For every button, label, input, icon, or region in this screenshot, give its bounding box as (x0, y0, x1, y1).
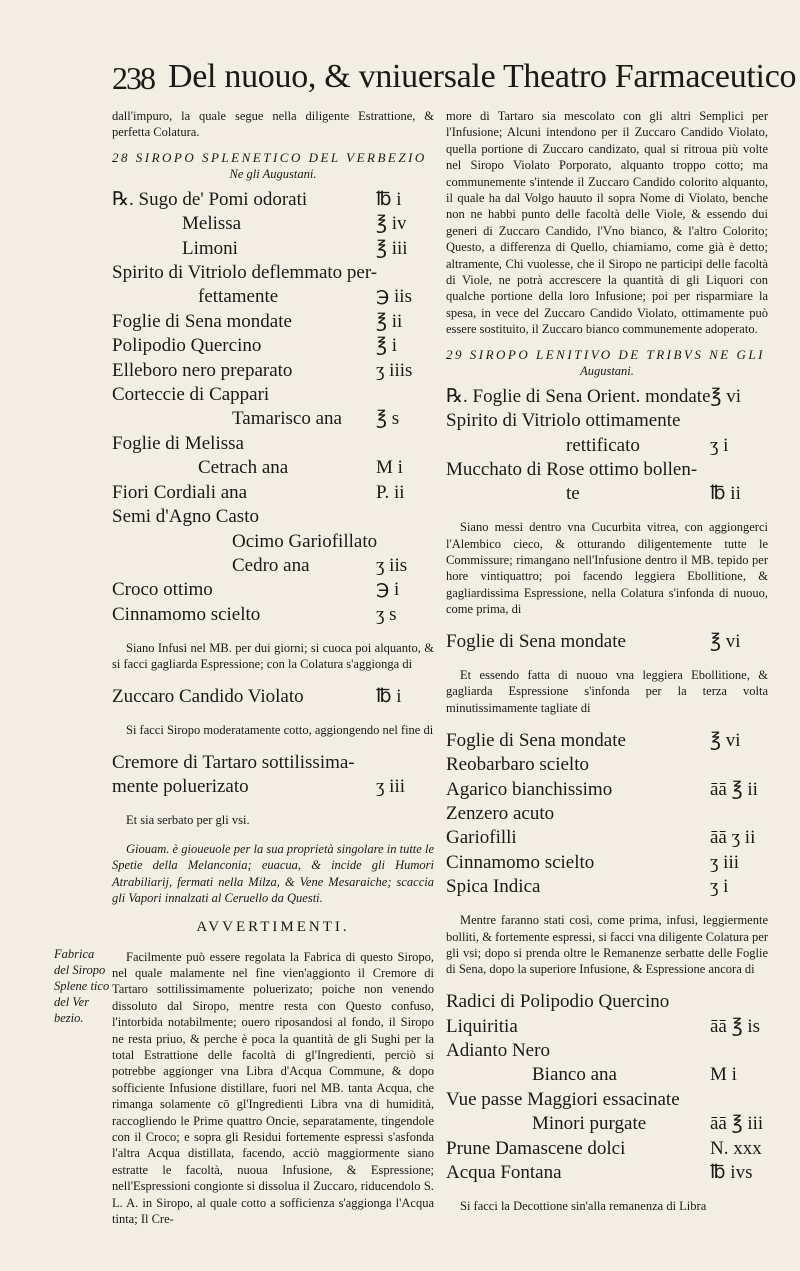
ingredient-line (112, 188, 434, 212)
ingredient-line (446, 778, 768, 802)
ingredient-quantity: ʒ iii (710, 851, 740, 873)
recipe-29-instructions-4: Si facci la Decottione sin'alla remanenza di Libra (460, 1199, 707, 1213)
ingredient-name: te (566, 483, 580, 505)
ingredient-line (446, 802, 768, 826)
ingredient-name: Acqua Fontana (446, 1162, 562, 1184)
ingredient-quantity: M i (376, 457, 403, 479)
ingredient-line (446, 1088, 768, 1112)
running-header (112, 58, 797, 102)
ingredient-line (112, 432, 434, 456)
ingredient-name: ℞. Foglie di Sena Orient. mondate (446, 385, 711, 407)
recipe-28-instructions-1: Siano Infusi nel MB. per dui giorni; si cuoca poi alquanto, & si facci gagliarda Espressione; con la Colatura s'aggionga di (112, 640, 434, 672)
ingredient-quantity: M i (710, 1064, 737, 1086)
ingredient-quantity: ℥ ii (376, 310, 403, 332)
ingredient-quantity: ʒ i (710, 434, 729, 456)
ingredient-name: Melissa (182, 213, 242, 235)
recipe-29-instructions-2: Et essendo fatta di nuouo vna leggiera Ebollitione, & gagliarda Espressione s'infonda per la terza volta minutissimamente tagliate di (446, 668, 768, 715)
recipe-29-decoction-ingredients (446, 990, 768, 1185)
ingredient-quantity: ℔ i (376, 685, 402, 707)
recipe-29-instructions-1: Siano messi dentro vna Cucurbita vitrea, con aggiongerci l'Alembico cieco, & otturando diligentemente tutte le Commissure; rimangano nell'Infusione dentro il MB. tepido per hore vintiquattro; poi facendo leggiera Ebollitione, & gagliardissima Espressione, nella Colatura s'infonda di nuouo, come prima, di (446, 520, 768, 617)
ingredient-line (112, 481, 434, 505)
margin-note: Fabrica del Siropo Splene tico del Ver bezio. (54, 947, 110, 1025)
ingredient-name: Radici di Polipodio Quercino (446, 991, 670, 1013)
ingredient-name: Spica Indica (446, 876, 541, 898)
recipe-28-cremor (112, 751, 434, 800)
ingredient-quantity: āā ℥ is (710, 1015, 761, 1037)
ingredient-name: Polipodio Quercino (112, 335, 262, 357)
ingredient-line (446, 1063, 768, 1087)
ingredient-line (446, 1039, 768, 1063)
ingredient-line (112, 407, 434, 431)
ingredient-quantity: ʒ i (710, 876, 729, 898)
ingredient-quantity: ℥ iii (376, 237, 408, 259)
recipe-29-heading: 29 SIROPO LENITIVO DE TRIBVS NE GLI (446, 346, 765, 362)
ingredient-line (446, 990, 768, 1014)
ingredient-quantity: ℥ s (376, 408, 400, 430)
ingredient-line (446, 630, 768, 654)
ingredient-quantity: P. ii (376, 481, 405, 503)
ingredient-line (446, 1015, 768, 1039)
ingredient-line (446, 826, 768, 850)
ingredient-quantity: ʒ iis (376, 554, 408, 576)
recipe-28-instructions-3: Et sia serbato per gli vsi. (126, 813, 250, 828)
ingredient-name: Zuccaro Candido Violato (112, 685, 304, 707)
ingredient-line (112, 751, 434, 775)
ingredient-quantity: ℈ iis (376, 286, 412, 308)
ingredient-quantity: ℔ ii (710, 483, 741, 505)
ingredient-quantity: āā ℥ iii (710, 1113, 764, 1135)
ingredient-line (446, 482, 768, 506)
ingredient-name: Adianto Nero (446, 1040, 550, 1062)
ingredient-quantity: ʒ iii (376, 776, 406, 798)
ingredient-quantity: āā ʒ ii (710, 827, 756, 849)
ingredient-line (446, 1161, 768, 1185)
recipe-29-ingredients (446, 385, 768, 507)
ingredient-quantity: ℥ vi (710, 631, 741, 653)
running-title: Del nuouo, & vniuersale Theatro Farmaceutico (168, 58, 797, 95)
recipe-28-ingredients (112, 188, 434, 627)
ingredient-quantity: ℥ vi (710, 385, 742, 407)
ingredient-line (112, 775, 434, 799)
ingredient-line (112, 603, 434, 627)
ingredient-line (112, 237, 434, 261)
ingredient-line (112, 530, 434, 554)
ingredient-name: Cinnamomo scielto (446, 851, 595, 873)
ingredient-name: Cremore di Tartaro sottilissima- (112, 751, 355, 773)
ingredient-name: Ocimo Gariofillato (232, 530, 378, 552)
recipe-28-virtues: Giouam. è gioueuole per la sua proprietà singolare in tutte le Spetie della Melanconia; euacua, & incide gli Humori Atrabiliarij, fermati nella Milza, & Vene Mesaraiche; scaccia gli Vapori innalzati al Ceruello da Questi. (112, 841, 434, 906)
ingredient-quantity: ℈ i (376, 579, 400, 601)
ingredient-line (446, 1112, 768, 1136)
left-column (112, 108, 434, 1240)
ingredient-line (112, 456, 434, 480)
ingredient-quantity: ℥ i (376, 335, 398, 357)
ingredient-line (446, 851, 768, 875)
ingredient-name: Croco ottimo (112, 579, 213, 601)
ingredient-name: Reobarbaro scielto (446, 754, 589, 776)
left-intro: dall'impuro, la quale segue nella diligente Estrattione, & perfetta Colatura. (112, 109, 434, 140)
ingredient-name: Minori purgate (532, 1113, 647, 1135)
ingredient-line (446, 729, 768, 753)
ingredient-name: Foglie di Sena mondate (112, 310, 292, 332)
ingredient-quantity: N. xxx (710, 1137, 762, 1159)
ingredient-line (446, 1137, 768, 1161)
advertimenti-text: Facilmente può essere regolata la Fabrica di questo Siropo, nel quale malamente nel fine vien'aggionto il Cremore di Tartaro sottilissimamente poluerizato; poiche non venendo dissoluto dal Siropo, mentre resta con Questo confuso, l'intorbida notabilmente; ouero riposandosi al fondo, il Siropo ne resta priuo, & perche è poca la quantità de gli Sughi per la total Estrattione delle facoltà di gl'Ingredienti, perciò si potrebbe aggionger vna Libra d'Acqua Commune, & dopo sofficiente Infusione distillare, fuori nel MB. tanta Acqua, che rimanga solamente cō gl'Ingredienti Libra vna di humidità, raccogliendo le Prime quattro Oncie, separatamente, tingendole con il Croco; e sopra gli Residui fortemente espressi s'asfonda l'altra Acqua distillata, facendo, acciò maggiormente siano estratte le facoltà, nuoua Infusione, & Espressione; nell'Espressioni congionte si dissolua il Zuccaro, riducendolo S. L. A. in Siropo, al quale cotto a sofficienza s'aggionga l'Acqua tinta; Il Cre- (112, 949, 434, 1227)
ingredient-line (112, 334, 434, 358)
ingredient-line (112, 212, 434, 236)
ingredient-name: Prune Damascene dolci (446, 1137, 626, 1159)
right-column (446, 108, 768, 1227)
ingredient-line (446, 434, 768, 458)
ingredient-line (112, 285, 434, 309)
recipe-29-subheading: Augustani. (580, 363, 634, 378)
ingredient-line (112, 505, 434, 529)
ingredient-name: Zenzero acuto (446, 803, 555, 824)
ingredient-name: fettamente (198, 286, 279, 308)
ingredient-name: Gariofilli (446, 827, 517, 849)
page-number: 238 (112, 60, 154, 96)
ingredient-line (446, 409, 768, 433)
ingredient-name: Limoni (182, 237, 238, 259)
ingredient-name: Semi d'Agno Casto (112, 506, 259, 528)
ingredient-quantity: ʒ s (376, 603, 397, 625)
recipe-29-instructions-3: Mentre faranno stati così, come prima, infusi, leggiermente bolliti, & fortemente espressi, si facci vna diligente Colatura per gli vsi; dopo si prenda oltre le Remanenze serbatte delle Foglie di Sena, dopo la superiore Infusione, & Espressione ancora di (446, 913, 768, 977)
ingredient-line (112, 685, 434, 709)
ingredient-name: Foglie di Sena mondate (446, 729, 626, 751)
ingredient-name: Cinnamomo scielto (112, 603, 261, 625)
ingredient-line (446, 458, 768, 482)
ingredient-quantity: āā ℥ ii (710, 778, 758, 800)
ingredient-name: Mucchato di Rose ottimo bollen- (446, 458, 698, 480)
ingredient-name: Spirito di Vitriolo ottimamente (446, 410, 681, 432)
recipe-29-sena-2 (446, 630, 768, 654)
ingredient-quantity: ℔ i (376, 188, 402, 210)
ingredient-line (112, 261, 434, 285)
right-intro: more di Tartaro sia mescolato con gli altri Semplici per l'Infusione; Alcuni intendono per il Zuccaro Candido Violato, quella portione di Zuccaro candizato, qual si ritroua più volte nel Siropo Violato Porporato, alquanto troppo cotto; ma communemente s'intende il Zuccaro Candido colorito alquanto, il quale ha dal Volgo hauuto il sopra Nome di Violato, benche non ne habbi punto delle facoltà delle Viole, & essendo dui generi di Zuccaro Candido, l'Vno bianco, & l'altro Colorito; Questo, a differenza di Quello, chiamiamo, come già è detto; altramente, Chi vuolesse, che il Siropo ne participi delle facoltà di Viole, ne potrà accrescere la quantità di gli Liquori con qualche portione della loro Infusione; poi per risparmiare la spesa, in vece del Zuccaro Candido Violato, ottimamente può essere sostituito, il Zuccaro bianco communemente adoperato. (446, 109, 768, 337)
ingredient-name: Cetrach ana (198, 457, 289, 479)
recipe-28-sugar (112, 685, 434, 709)
ingredient-name: Tamarisco ana (232, 408, 342, 430)
advertimenti-heading: AVVERTIMENTI. (196, 919, 350, 936)
ingredient-line (112, 383, 434, 407)
ingredient-quantity: ℔ ivs (710, 1162, 753, 1184)
recipe-29-ingredients-3 (446, 729, 768, 900)
ingredient-name: Cedro ana (232, 554, 310, 576)
ingredient-name: rettificato (566, 434, 640, 456)
recipe-28-subheading: Ne gli Augustani. (229, 166, 317, 181)
recipe-28-instructions-2: Si facci Siropo moderatamente cotto, aggiongendo nel fine di (126, 722, 434, 737)
ingredient-quantity: ℥ vi (710, 729, 741, 751)
ingredient-name: Foglie di Melissa (112, 432, 244, 454)
ingredient-name: Spirito di Vitriolo deflemmato per- (112, 262, 378, 284)
ingredient-line (112, 359, 434, 383)
ingredient-name: mente poluerizato (112, 776, 249, 798)
ingredient-name: Corteccie di Cappari (112, 384, 270, 406)
ingredient-quantity: ℥ iv (376, 213, 407, 235)
ingredient-line (112, 578, 434, 602)
ingredient-quantity: ʒ iiis (376, 359, 413, 381)
ingredient-line (446, 875, 768, 899)
ingredient-name: Fiori Cordiali ana (112, 481, 248, 503)
ingredient-name: Bianco ana (532, 1064, 617, 1086)
ingredient-name: Elleboro nero preparato (112, 359, 293, 381)
ingredient-name: Vue passe Maggiori essacinate (446, 1088, 680, 1110)
ingredient-name: Foglie di Sena mondate (446, 631, 626, 653)
ingredient-name: ℞. Sugo de' Pomi odorati (112, 188, 308, 210)
recipe-28-heading: 28 SIROPO SPLENETICO DEL VERBEZIO (112, 149, 427, 165)
ingredient-line (446, 753, 768, 777)
ingredient-name: Liquiritia (446, 1015, 518, 1037)
ingredient-line (112, 310, 434, 334)
ingredient-line (112, 554, 434, 578)
ingredient-name: Agarico bianchissimo (446, 778, 613, 800)
ingredient-line (446, 385, 768, 409)
